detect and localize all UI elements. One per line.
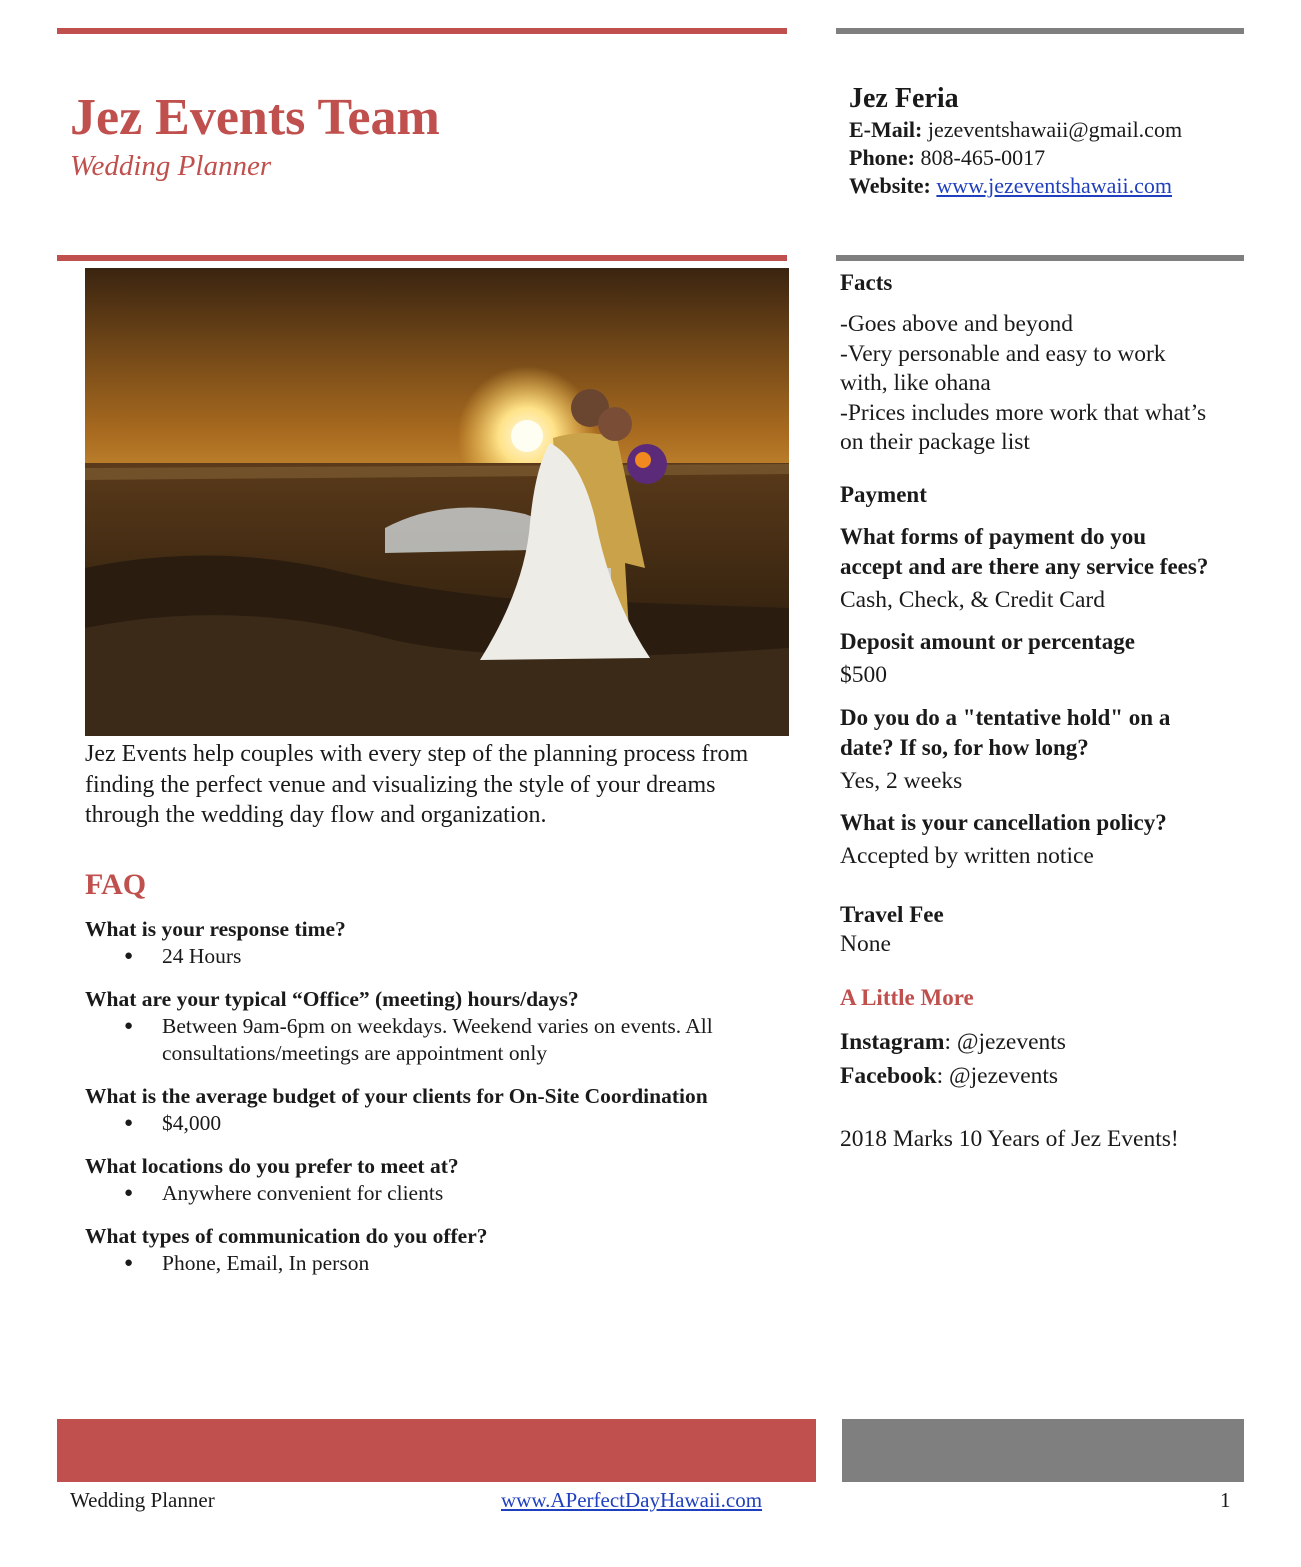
email-value[interactable]: jezeventshawaii@gmail.com [927,117,1183,142]
contact-email-line [849,116,1182,144]
facts-heading: Facts [840,270,893,295]
phone-label: Phone: [849,145,915,170]
more-heading: A Little More [840,985,974,1010]
website-label: Website: [849,173,931,198]
email-label: E-Mail: [849,117,923,142]
instagram-handle[interactable]: : @jezevents [944,1029,1066,1055]
payment-question: What forms of payment do you accept and are there any service fees? [840,523,1209,579]
intro-paragraph: Jez Events help couples with every step of the planning process from finding the perfect venue and visualizing the style of your dreams through the wedding day flow and organization. [85,741,749,828]
faq-answer-list [85,943,805,970]
faq-answer: ● Between 9am-6pm on weekdays. Weekend varies on events. All consultations/meetings are appointment only [162,1013,805,1067]
page-title: Jez Events Team [70,89,440,146]
page-subtitle: Wedding Planner [70,150,272,182]
wedding-photo [85,268,789,736]
header-rule-bottom-right [836,255,1244,261]
payment-answer: Yes, 2 weeks [840,767,963,794]
fact-item: -Very personable and easy to work with, like ohana [840,340,1166,396]
payment-question: What is your cancellation policy? [840,810,1167,835]
anniversary-note: 2018 Marks 10 Years of Jez Events! [840,1126,1179,1152]
contact-phone-line [849,144,1182,172]
footer-bar-right [842,1419,1244,1482]
travel-fee-heading: Travel Fee [840,901,944,927]
contact-block [849,82,1182,200]
contact-website-line [849,172,1182,200]
faq-question: What is your response time? [85,917,346,941]
faq-answer: ● Anywhere convenient for clients [162,1180,805,1207]
footer-label: Wedding Planner [70,1488,215,1512]
payment-heading: Payment [840,481,927,507]
faq-answer: ● $4,000 [162,1110,805,1137]
faq-question: What locations do you prefer to meet at? [85,1154,459,1178]
contact-name: Jez Feria [849,83,959,114]
payment-question: Do you do a "tentative hold" on a date? If so, for how long? [840,704,1171,760]
header-rule-bottom-left [57,255,787,261]
faq-question: What are your typical “Office” (meeting) hours/days? [85,987,579,1011]
facebook-handle[interactable]: : @jezevents [936,1063,1059,1089]
phone-value: 808-465-0017 [920,145,1046,170]
header-rule-top-left [57,28,787,34]
payment-question: Deposit amount or percentage [840,629,1135,654]
faq-answer: ● Phone, Email, In person [162,1250,805,1277]
faq-answer-list [85,1110,805,1137]
payment-answer: $500 [840,662,887,688]
page-number: 1 [1220,1488,1231,1512]
footer-link[interactable]: www.APerfectDayHawaii.com [501,1488,763,1512]
instagram-line [840,1025,1210,1059]
travel-fee-value: None [840,930,891,957]
faq-answer-list [85,1013,805,1067]
sidebar [840,268,1210,1155]
faq-question: What is the average budget of your clients for On-Site Coordination [85,1084,708,1108]
faq-answer-list [85,1250,805,1277]
fact-item: -Goes above and beyond [840,311,1073,337]
website-link[interactable]: www.jezeventshawaii.com [936,173,1172,198]
faq-answer-list [85,1180,805,1207]
faq-heading: FAQ [85,868,147,901]
fact-item: -Prices includes more work that what’s on their package list [840,399,1207,455]
header-rule-top-right [836,28,1244,34]
payment-answer: Accepted by written notice [840,843,1094,869]
faq-question: What types of communication do you offer? [85,1224,488,1248]
footer-bar-left [57,1419,816,1482]
facebook-line [840,1059,1210,1093]
payment-answer: Cash, Check, & Credit Card [840,586,1105,613]
instagram-label: Instagram [840,1029,945,1055]
faq-list [85,915,805,1292]
faq-answer: ● 24 Hours [162,943,805,970]
facebook-label: Facebook [840,1063,937,1089]
